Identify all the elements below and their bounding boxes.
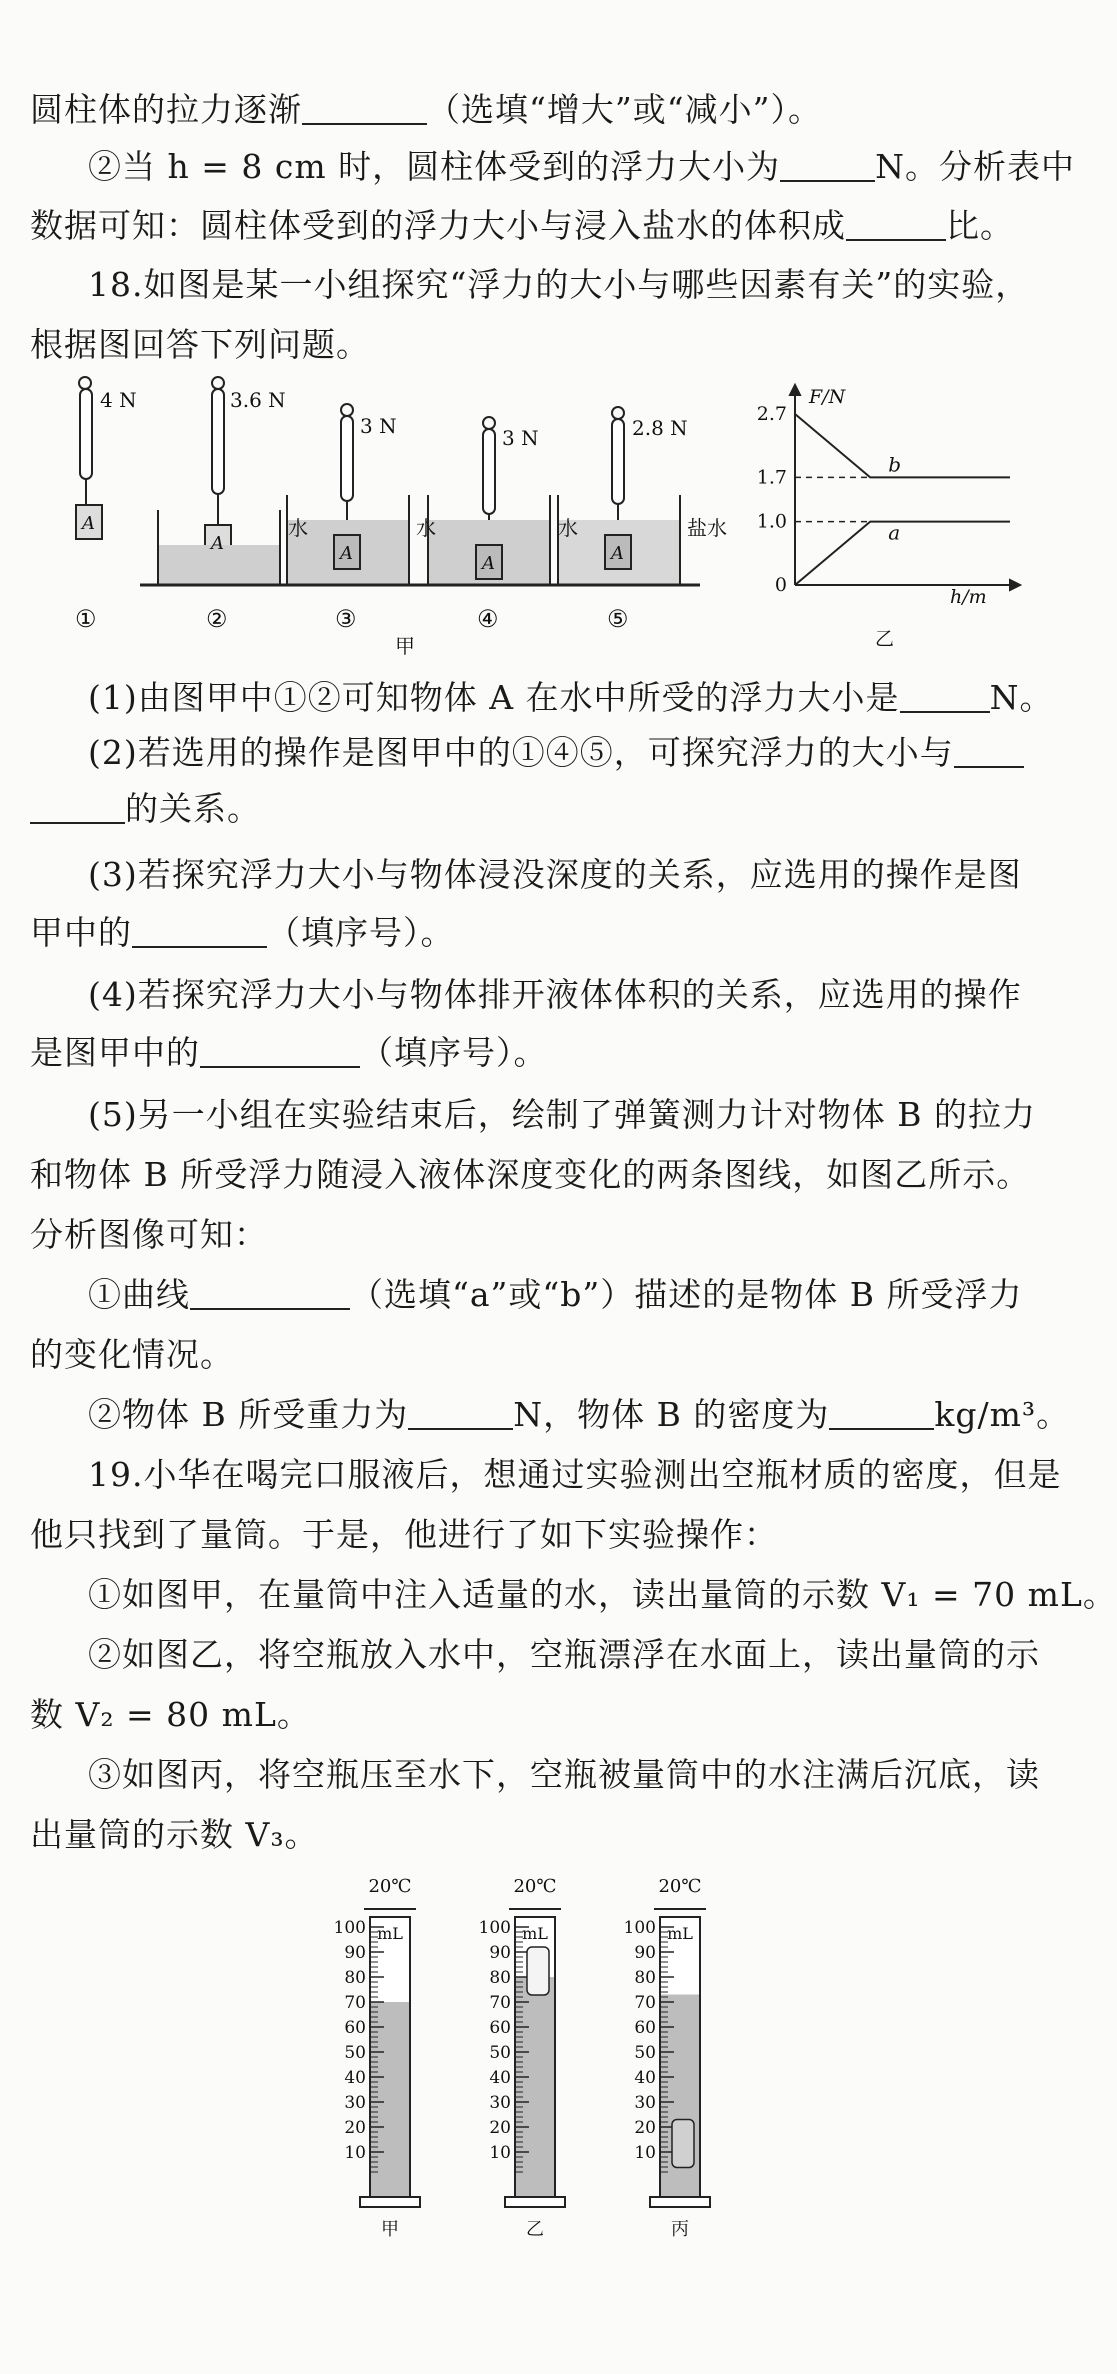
scale-label: 100	[478, 1918, 511, 1938]
temperature-label: 20℃	[368, 1876, 412, 1897]
scale-label: 20	[634, 2118, 656, 2138]
series-label-a: a	[888, 520, 901, 545]
reading-4: 3 N	[502, 426, 539, 450]
scale-label: 50	[634, 2043, 656, 2063]
scale-label: 40	[489, 2068, 511, 2088]
scale-label: 10	[634, 2143, 656, 2163]
q18-sub3-line2: 甲中的 （填序号）。	[30, 913, 455, 952]
object-a-5: A	[611, 543, 624, 564]
q18-sub3-line1: (3)若探究浮力大小与物体浸没深度的关系，应选用的操作是图	[88, 855, 1022, 894]
cylinder-caption: 丙	[671, 2219, 689, 2240]
number-1: ①	[75, 605, 97, 633]
liquid-label-5: 盐水	[687, 516, 727, 540]
answer-blank[interactable]	[780, 148, 875, 182]
object-a-4: A	[482, 553, 495, 574]
answer-blank[interactable]	[30, 790, 125, 824]
scale-label: 10	[489, 2143, 511, 2163]
answer-blank[interactable]	[900, 679, 990, 713]
cylinder-base	[505, 2197, 565, 2207]
q18-sub4-line1: (4)若探究浮力大小与物体排开液体体积的关系，应选用的操作	[88, 975, 1022, 1014]
y-axis-arrow	[790, 385, 800, 395]
q19-step-3-line2: 出量筒的示数 V₃。	[30, 1815, 319, 1854]
unit-label: mL	[377, 1924, 403, 1943]
caption-yi: 乙	[875, 628, 895, 650]
number-2: ②	[206, 605, 228, 633]
x-axis-label: h/m	[950, 586, 987, 608]
object-a-1: A	[82, 513, 95, 534]
scale-label: 50	[344, 2043, 366, 2063]
q18-sub2-line2: 的关系。	[30, 779, 1050, 839]
series-line-a	[795, 522, 1010, 585]
y-axis-label: F/N	[809, 386, 846, 408]
q19-step-2-line2: 数 V₂ = 80 mL。	[30, 1695, 311, 1734]
liquid-label-2: 水	[288, 516, 308, 540]
scale-label: 70	[634, 1993, 656, 2013]
object-a-3: A	[340, 543, 353, 564]
cylinder-base	[650, 2197, 710, 2207]
liquid-label-4: 水	[558, 516, 578, 540]
q17-line-3: 数据可知：圆柱体受到的浮力大小与浸入盐水的体积成 比。	[30, 206, 1014, 245]
q18-line-2: 根据图回答下列问题。	[30, 325, 370, 364]
q18-sub5-line4: ①曲线 （选填“a”或“b”）描述的是物体 B 所受浮力	[88, 1275, 1023, 1314]
q18-sub1: (1)由图甲中①②可知物体 A 在水中所受的浮力大小是 N。	[88, 678, 1054, 717]
scale-label: 80	[489, 1968, 511, 1988]
y-tick-label: 2.7	[756, 403, 787, 425]
q18-sub5-line5: 的变化情况。	[30, 1335, 234, 1374]
answer-blank[interactable]	[408, 1396, 513, 1430]
cylinder-1	[334, 1876, 420, 2240]
answer-blank[interactable]	[829, 1396, 934, 1430]
y-tick-label: 0	[774, 574, 787, 596]
scale-label: 60	[489, 2018, 511, 2038]
answer-blank[interactable]	[846, 207, 946, 241]
scale-label: 50	[489, 2043, 511, 2063]
x-axis-arrow	[1010, 580, 1020, 590]
scale-label: 10	[344, 2143, 366, 2163]
q18-line-1: 18.如图是某一小组探究“浮力的大小与哪些因素有关”的实验，	[88, 265, 1030, 304]
scale-label: 60	[634, 2018, 656, 2038]
scale-label: 30	[634, 2093, 656, 2113]
figure-yi-chart	[735, 375, 1035, 665]
reading-1: 4 N	[100, 388, 137, 412]
number-5: ⑤	[607, 605, 629, 633]
series-line-b	[795, 414, 1010, 477]
scale-label: 20	[344, 2118, 366, 2138]
figure-jia-spring-scales	[30, 355, 727, 658]
q18-sub5-line6: ②物体 B 所受重力为 N，物体 B 的密度为 kg/m³。	[88, 1395, 1071, 1434]
q19-step-1: ①如图甲，在量筒中注入适量的水，读出量筒的示数 V₁ = 70 mL。	[88, 1575, 1117, 1614]
scale-label: 70	[489, 1993, 511, 2013]
answer-blank[interactable]	[190, 1276, 350, 1310]
scale-label: 80	[634, 1968, 656, 1988]
number-4: ④	[477, 605, 499, 633]
q19-line-2: 他只找到了量筒。于是，他进行了如下实验操作：	[30, 1515, 778, 1554]
sunken-bottle	[672, 2120, 694, 2168]
answer-blank[interactable]	[302, 91, 427, 125]
q17-line-1: 圆柱体的拉力逐渐 （选填“增大”或“减小”）。	[30, 90, 822, 129]
scale-label: 40	[634, 2068, 656, 2088]
q18-sub2-line1: (2)若选用的操作是图甲中的①④⑤，可探究浮力的大小与	[88, 723, 1050, 783]
cylinder-caption: 甲	[381, 2219, 399, 2240]
floating-bottle	[527, 1947, 549, 1995]
scale-label: 90	[344, 1943, 366, 1963]
temperature-label: 20℃	[658, 1876, 702, 1897]
y-tick-label: 1.0	[756, 510, 787, 533]
unit-label: mL	[667, 1924, 693, 1943]
q18-sub5-line3: 分析图像可知：	[30, 1215, 268, 1254]
liquid-label-3: 水	[416, 516, 436, 540]
scale-label: 90	[489, 1943, 511, 1963]
scale-label: 60	[344, 2018, 366, 2038]
figure-graduated-cylinders	[320, 1872, 760, 2242]
answer-blank[interactable]	[132, 914, 267, 948]
scale-label: 90	[634, 1943, 656, 1963]
q18-sub5-line2: 和物体 B 所受浮力随浸入液体深度变化的两条图线，如图乙所示。	[30, 1155, 1031, 1194]
scale-label: 70	[344, 1993, 366, 2013]
cylinder-caption: 乙	[526, 2219, 544, 2240]
scale-label: 80	[344, 1968, 366, 1988]
answer-blank[interactable]	[954, 734, 1024, 768]
cylinder-3	[624, 1876, 710, 2240]
scale-label: 100	[333, 1918, 366, 1938]
q19-step-3-line1: ③如图丙，将空瓶压至水下，空瓶被量筒中的水注满后沉底，读	[88, 1755, 1040, 1794]
temperature-label: 20℃	[513, 1876, 557, 1897]
q18-sub5-line1: (5)另一小组在实验结束后，绘制了弹簧测力计对物体 B 的拉力	[88, 1095, 1036, 1134]
scale-label: 30	[344, 2093, 366, 2113]
y-tick-label: 1.7	[756, 466, 787, 489]
object-a-2: A	[211, 533, 224, 554]
q18-sub4-line2: 是图甲中的 （填序号）。	[30, 1033, 548, 1072]
number-3: ③	[335, 605, 357, 633]
reading-5: 2.8 N	[632, 416, 688, 440]
q19-step-2-line1: ②如图乙，将空瓶放入水中，空瓶漂浮在水面上，读出量筒的示	[88, 1635, 1040, 1674]
scale-label: 30	[489, 2093, 511, 2113]
scale-label: 100	[623, 1918, 656, 1938]
cylinder-base	[360, 2197, 420, 2207]
unit-label: mL	[522, 1924, 548, 1943]
q19-line-1: 19.小华在喝完口服液后，想通过实验测出空瓶材质的密度，但是	[88, 1455, 1062, 1494]
series-label-b: b	[888, 452, 902, 477]
cylinder-2	[479, 1876, 565, 2240]
reading-3: 3 N	[360, 414, 397, 438]
caption-jia: 甲	[395, 634, 415, 658]
scale-label: 40	[344, 2068, 366, 2088]
reading-2: 3.6 N	[230, 388, 286, 412]
answer-blank[interactable]	[200, 1034, 360, 1068]
scale-label: 20	[489, 2118, 511, 2138]
q17-line-2: ②当 h = 8 cm 时，圆柱体受到的浮力大小为 N。分析表中	[88, 147, 1075, 186]
